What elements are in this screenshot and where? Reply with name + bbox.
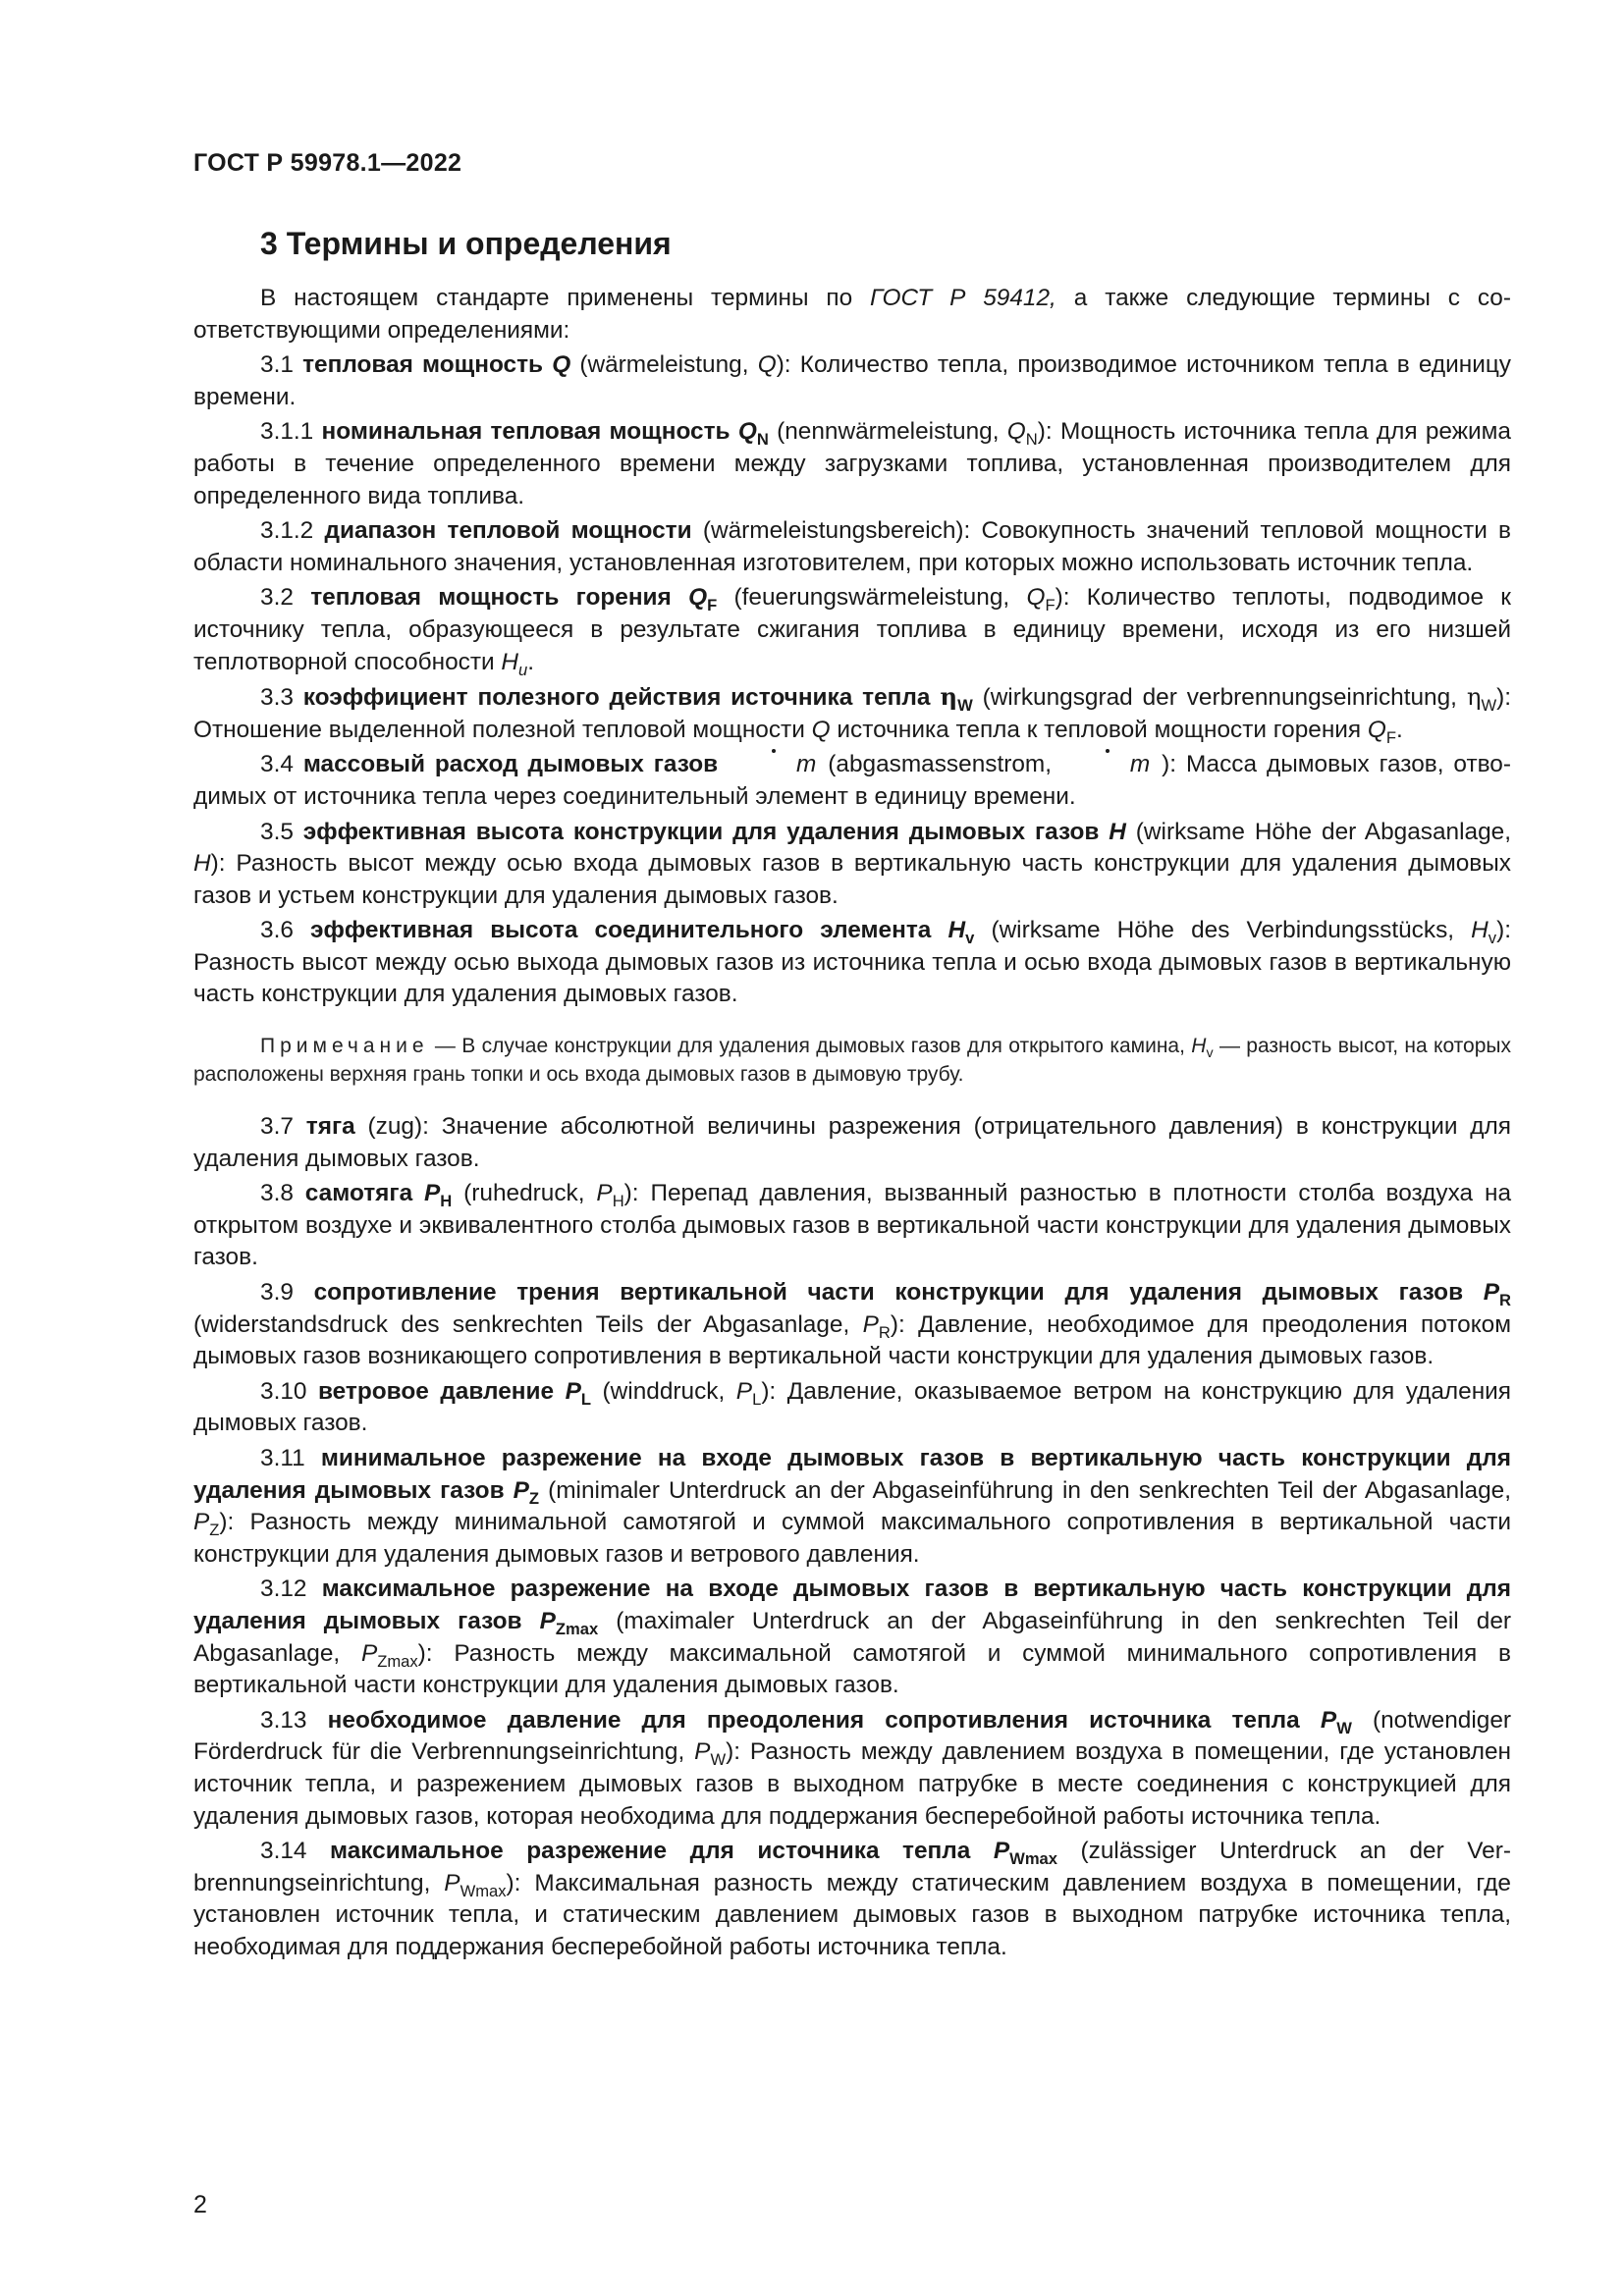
section-body: [193, 283, 1511, 1964]
term-3-1-1: 3.1.1 номинальная тепловая мощность $Q_N$ (nennwärmeleistung, $Q_N$): Мощность источника тепла для режима работы в течение определенного времени между загрузками топлива, установленная производителем для определенного вида топлива.: [193, 418, 1511, 509]
term-3-13: 3.13 необходимое давление для преодоления сопротивления источника тепла $P_W$ (notwendiger Förderdruck für die Verbrennungseinrichtung, $P_W$): Разность между давлением воздуха в помещении, где установлен источник тепла, и разрежением дымовых газов в выходном патрубке в месте соединения с конструкцией для удаления дымовых газов, которая необходима для поддержания бесперебойной работы источника тепла.: [193, 1706, 1512, 1830]
term-3-2: 3.2 тепловая мощность горения $Q_F$ (feuerungswärmeleistung, $Q_F$): Количество теплоты, подводимое к источнику тепла, образующееся в результате сжигания топлива в единицу времени, исходя из его низшей теплотворной способности $H_u$.: [193, 584, 1511, 679]
term-3-4: 3.4 массовый расход дымовых газов m (abgasmassenstrom, m ): Масса дымовых газов, отводимых от источника тепла через соединительный элемент в единицу времени.: [193, 751, 1511, 810]
term-3-12: 3.12 максимальное разрежение на входе дымовых газов в вертикальную часть конструкции для удаления дымовых газов $P_{Zmax}$ (maximaler Unterdruck an der Abgaseinführung in den senkrechten Teil der Abgasanlage, $P_{Zmax}$): Разность между максимальной самотягой и суммой минимального сопротивления в вертикальной части конструкции для удаления дымовых газов.: [193, 1575, 1512, 1699]
term-3-11: 3.11 минимальное разрежение на входе дымовых газов в вертикальную часть конструкции для удаления дымовых газов $P_Z$ (minimaler Unterdruck an der Abgaseinführung in den senkrechten Teil der Abgasanlage, $P_Z$): Разность между минимальной самотягой и суммой максимального сопротивления в вертикальной части конструкции для удаления дымовых газов и ветрового давления.: [193, 1445, 1512, 1568]
note-paragraph: Примечание — В случае конструкции для удаления дымовых газов для открытого камина, $H_v$ — разность высот, на которых расположены верхняя грань топки и ось входа дымовых газов в дымовую трубу.: [193, 1035, 1511, 1087]
term-3-7: 3.7 тяга (zug): Значение абсолютной величины разрежения (отрицательного давления) в конструкции для удаления дымовых газов.: [193, 1113, 1511, 1172]
term-3-3: 3.3 коэффициент полезного действия источника тепла $\eta_W$ (wirkungsgrad der verbrennungseinrichtung, $\eta_W$): Отношение выделенной полезной тепловой мощности Q источника тепла к тепловой мощности горения $Q_F$.: [193, 682, 1511, 747]
term-3-9: 3.9 сопротивление трения вертикальной части конструкции для удаления дымовых газов $P_R$ (widerstandsdruck des senkrechten Teils der Abgasanlage, $P_R$): Давление, необходимое для преодоления потоком дымовых газов возникающего сопротивления в вертикальной части конструкции для удаления дымовых газов.: [193, 1279, 1511, 1370]
term-3-1-2: 3.1.2 диапазон тепловой мощности (wärmeleistungsbereich): Совокупность значений тепловой мощности в области номинального значения, установленная изготовителем, при которых можно использовать источник тепла.: [193, 517, 1512, 576]
intro-paragraph: В настоящем стандарте применены термины по ГОСТ Р 59412, а также следующие термины с соответствующими определениями:: [193, 285, 1511, 344]
term-3-1: 3.1 тепловая мощность Q (wärmeleistung, Q): Количество тепла, производимое источником тепла в единицу времени.: [193, 351, 1511, 410]
standard-reference: ГОСТ Р 59412,: [870, 285, 1056, 311]
term-3-8: 3.8 самотяга $P_H$ (ruhedruck, $P_H$): Перепад давления, вызванный разностью в плотности столба воздуха на открытом воздухе и эквивалентного столба дымовых газов в вертикальной части конструкции для удаления дымовых газов.: [193, 1180, 1512, 1271]
document-code-header: ГОСТ Р 59978.1—2022: [193, 149, 462, 177]
term-3-5: 3.5 эффективная высота конструкции для удаления дымовых газов H (wirksame Höhe der Abgasanlage, H): Разность высот между осью входа дымовых газов в вертикальную часть конструкции для удаления дымовых газов и устьем конструкции для удаления дымовых газов.: [193, 818, 1511, 909]
section-title: 3 Термины и определения: [260, 226, 672, 261]
term-3-14: 3.14 максимальное разрежение для источника тепла $P_{Wmax}$ (zulässiger Unterdruck an der Verbrennungseinrichtung, $P_{Wmax}$): Максимальная разность между статическим давлением воздуха в помещении, где установлен источник тепла, и статическим давлением дымовых газов в выходном патрубке источника тепла, необходимая для поддержания бесперебойной работы источника тепла.: [193, 1838, 1511, 1960]
term-3-10: 3.10 ветровое давление $P_L$ (winddruck, $P_L$): Давление, оказываемое ветром на конструкцию для удаления дымовых газов.: [193, 1377, 1511, 1437]
term-3-6: 3.6 эффективная высота соединительного элемента $H_v$ (wirksame Höhe des Verbindungsstücks, $H_v$): Разность высот между осью выхода дымовых газов из источника тепла и осью входа дымовых газов в вертикальную часть конструкции для удаления дымовых газов.: [193, 917, 1511, 1008]
note-label: Примечание: [260, 1035, 429, 1058]
page-number: 2: [193, 2191, 207, 2218]
mass-flow-symbol: m: [728, 749, 818, 781]
